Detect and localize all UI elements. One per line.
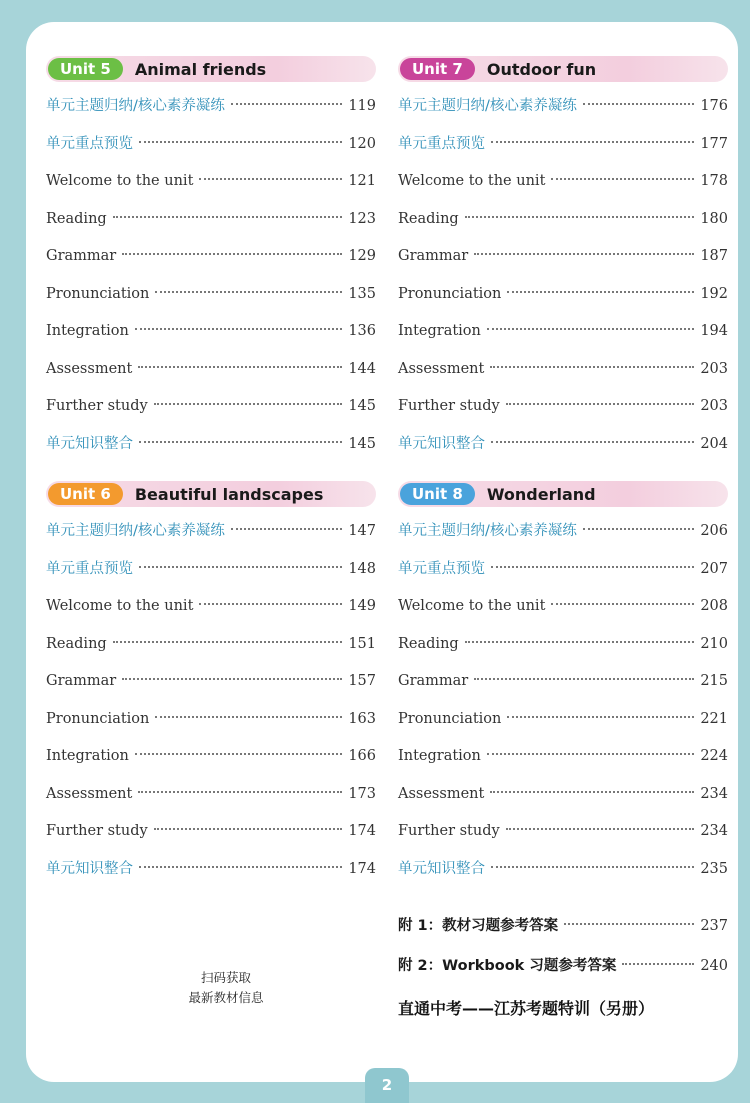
- page-number: 166: [348, 748, 376, 764]
- qr-note-line: 扫码获取: [200, 970, 251, 985]
- unit-section: [46, 481, 376, 906]
- leader-dots: [138, 791, 342, 793]
- leader-dots: [564, 923, 694, 925]
- toc-label: Integration: [46, 323, 129, 339]
- page-number: 176: [700, 98, 728, 114]
- unit-header: [398, 481, 728, 507]
- leader-dots: [551, 603, 694, 605]
- leader-dots: [491, 566, 694, 568]
- toc-label: 单元重点预览: [398, 560, 485, 577]
- toc-row[interactable]: [46, 626, 376, 664]
- page-number: 206: [700, 523, 728, 539]
- page-number: 120: [348, 135, 376, 152]
- toc-row[interactable]: [398, 851, 728, 889]
- page-number: 208: [700, 598, 728, 614]
- toc-row[interactable]: [46, 388, 376, 426]
- page-number: 187: [700, 248, 728, 264]
- toc-label: 单元重点预览: [46, 560, 133, 577]
- leader-dots: [506, 403, 694, 405]
- toc-row[interactable]: [398, 88, 728, 126]
- leader-dots: [491, 141, 694, 143]
- toc-label: 单元主题归纳/核心素养凝练: [46, 98, 225, 114]
- toc-row[interactable]: [46, 813, 376, 851]
- toc-row[interactable]: [46, 851, 376, 889]
- page-number-tab: 2: [365, 1068, 409, 1103]
- unit-badge: Unit 7: [400, 58, 475, 80]
- unit-badge: Unit 5: [48, 58, 123, 80]
- toc-label: 单元主题归纳/核心素养凝练: [398, 98, 577, 114]
- qr-note-line: 最新教材信息: [188, 990, 264, 1005]
- unit-header: [398, 56, 728, 82]
- page-number: 135: [348, 285, 376, 302]
- page-number: 234: [700, 785, 728, 802]
- toc-label: Further study: [46, 823, 148, 839]
- page-number: 151: [348, 635, 376, 652]
- qr-note: [171, 968, 281, 1008]
- unit-section: [398, 56, 728, 481]
- toc-row[interactable]: [398, 513, 728, 551]
- page-number: 148: [348, 560, 376, 577]
- page-number: 221: [700, 710, 728, 727]
- toc-row[interactable]: [398, 701, 728, 739]
- toc-row[interactable]: [398, 351, 728, 389]
- toc-row[interactable]: [398, 776, 728, 814]
- toc-label: 单元知识整合: [398, 435, 485, 452]
- leader-dots: [199, 178, 342, 180]
- toc-row[interactable]: [46, 163, 376, 201]
- leader-dots: [583, 528, 694, 530]
- page-number: 157: [348, 673, 376, 689]
- toc-row[interactable]: [398, 588, 728, 626]
- appendix-row[interactable]: [398, 946, 728, 986]
- toc-label: Pronunciation: [46, 285, 150, 302]
- toc-row[interactable]: [398, 163, 728, 201]
- toc-label: 单元主题归纳/核心素养凝练: [398, 523, 577, 539]
- leader-dots: [155, 716, 342, 718]
- toc-label: Assessment: [398, 360, 485, 377]
- appendix-label: 附 2：Workbook 习题参考答案: [398, 958, 617, 974]
- toc-label: Welcome to the unit: [46, 598, 194, 614]
- toc-label: Grammar: [46, 673, 117, 689]
- toc-row[interactable]: [398, 238, 728, 276]
- appendix-label: 附 1：教材习题参考答案: [398, 918, 559, 934]
- leader-dots: [139, 566, 342, 568]
- supplement-title: 直通中考——江苏考题特训（另册）: [398, 999, 655, 1018]
- appendix-list: [398, 906, 728, 1019]
- unit-title: Animal friends: [134, 59, 267, 79]
- toc-row[interactable]: [398, 276, 728, 314]
- toc-label: Assessment: [46, 360, 133, 377]
- unit-title: Beautiful landscapes: [134, 484, 324, 504]
- leader-dots: [490, 791, 694, 793]
- toc-row[interactable]: [46, 663, 376, 701]
- toc-row[interactable]: [46, 738, 376, 776]
- toc-row[interactable]: [46, 126, 376, 164]
- leader-dots: [506, 828, 694, 830]
- toc-row[interactable]: [398, 426, 728, 464]
- page-number: 173: [348, 785, 376, 802]
- page-number: 192: [700, 285, 728, 302]
- page-number: 178: [700, 173, 728, 189]
- left-column: [46, 56, 376, 906]
- toc-label: Integration: [398, 323, 481, 339]
- page-number: 145: [348, 398, 376, 414]
- leader-dots: [583, 103, 694, 105]
- toc-label: Pronunciation: [46, 710, 150, 727]
- page-number: 174: [348, 860, 376, 877]
- page-number: 237: [700, 918, 728, 934]
- toc-label: Integration: [46, 748, 129, 764]
- leader-dots: [231, 528, 342, 530]
- toc-row[interactable]: [398, 738, 728, 776]
- leader-dots: [139, 441, 342, 443]
- page-number: 129: [348, 248, 376, 264]
- page-number: 149: [348, 598, 376, 614]
- right-column: [398, 56, 728, 1019]
- toc-label: Welcome to the unit: [46, 173, 194, 189]
- page-number: 121: [348, 173, 376, 189]
- leader-dots: [490, 366, 694, 368]
- leader-dots: [154, 403, 342, 405]
- toc-row[interactable]: [398, 626, 728, 664]
- page-number: 147: [348, 523, 376, 539]
- page-number: 174: [348, 823, 376, 839]
- toc-label: 单元知识整合: [46, 435, 133, 452]
- toc-label: Reading: [46, 635, 107, 652]
- page-number: 240: [700, 958, 728, 974]
- toc-label: Assessment: [46, 785, 133, 802]
- toc-label: Reading: [398, 635, 459, 652]
- toc-label: Welcome to the unit: [398, 598, 546, 614]
- page-number: 215: [700, 673, 728, 689]
- toc-row[interactable]: [46, 313, 376, 351]
- toc-row[interactable]: [46, 201, 376, 239]
- leader-dots: [487, 328, 694, 330]
- toc-row[interactable]: [46, 551, 376, 589]
- page-number: 234: [700, 823, 728, 839]
- toc-label: Reading: [46, 210, 107, 227]
- leader-dots: [465, 641, 694, 643]
- toc-label: 单元知识整合: [46, 860, 133, 877]
- page-number: 144: [348, 360, 376, 377]
- page-number: 163: [348, 710, 376, 727]
- leader-dots: [155, 291, 342, 293]
- leader-dots: [113, 641, 342, 643]
- leader-dots: [135, 753, 342, 755]
- leader-dots: [139, 866, 342, 868]
- leader-dots: [622, 963, 694, 965]
- page-number: 203: [700, 398, 728, 414]
- toc-row[interactable]: [46, 588, 376, 626]
- leader-dots: [113, 216, 342, 218]
- leader-dots: [507, 716, 694, 718]
- toc-row[interactable]: [398, 813, 728, 851]
- leader-dots: [551, 178, 694, 180]
- toc-label: 单元知识整合: [398, 860, 485, 877]
- page-number: 136: [348, 323, 376, 339]
- toc-row[interactable]: [46, 701, 376, 739]
- page-number: 204: [700, 435, 728, 452]
- unit-section: [46, 56, 376, 481]
- toc-row[interactable]: [398, 388, 728, 426]
- toc-row[interactable]: [46, 426, 376, 464]
- toc-row[interactable]: [46, 88, 376, 126]
- page-number: 145: [348, 435, 376, 452]
- page-number: 210: [700, 635, 728, 652]
- leader-dots: [138, 366, 342, 368]
- toc-label: Further study: [398, 398, 500, 414]
- toc-row[interactable]: [46, 276, 376, 314]
- toc-label: Pronunciation: [398, 285, 502, 302]
- unit-title: Wonderland: [486, 484, 596, 504]
- leader-dots: [135, 328, 342, 330]
- unit-badge: Unit 8: [400, 483, 475, 505]
- toc-label: Reading: [398, 210, 459, 227]
- page-number: 180: [700, 210, 728, 227]
- unit-header: [46, 481, 376, 507]
- toc-label: Further study: [398, 823, 500, 839]
- toc-row[interactable]: [398, 663, 728, 701]
- leader-dots: [491, 866, 694, 868]
- leader-dots: [487, 753, 694, 755]
- toc-row[interactable]: [398, 551, 728, 589]
- toc-row[interactable]: [398, 201, 728, 239]
- toc-row[interactable]: [46, 513, 376, 551]
- leader-dots: [474, 678, 694, 680]
- page-number: 207: [700, 560, 728, 577]
- page-number: 224: [700, 748, 728, 764]
- toc-row[interactable]: [46, 238, 376, 276]
- toc-label: Grammar: [46, 248, 117, 264]
- page-number: 194: [700, 323, 728, 339]
- toc-label: Integration: [398, 748, 481, 764]
- leader-dots: [474, 253, 694, 255]
- page-number: 123: [348, 210, 376, 227]
- toc-label: Welcome to the unit: [398, 173, 546, 189]
- page-number: 235: [700, 860, 728, 877]
- page-number: 177: [700, 135, 728, 152]
- leader-dots: [507, 291, 694, 293]
- leader-dots: [491, 441, 694, 443]
- leader-dots: [122, 678, 342, 680]
- toc-label: 单元重点预览: [46, 135, 133, 152]
- leader-dots: [231, 103, 342, 105]
- unit-title: Outdoor fun: [486, 59, 597, 79]
- toc-page: [26, 22, 738, 1082]
- leader-dots: [154, 828, 342, 830]
- unit-header: [46, 56, 376, 82]
- leader-dots: [465, 216, 694, 218]
- unit-badge: Unit 6: [48, 483, 123, 505]
- toc-label: Grammar: [398, 248, 469, 264]
- leader-dots: [199, 603, 342, 605]
- toc-row[interactable]: [398, 126, 728, 164]
- toc-label: Assessment: [398, 785, 485, 802]
- toc-label: 单元主题归纳/核心素养凝练: [46, 523, 225, 539]
- leader-dots: [139, 141, 342, 143]
- toc-label: Grammar: [398, 673, 469, 689]
- toc-label: Further study: [46, 398, 148, 414]
- page-number: 119: [348, 98, 376, 114]
- toc-row[interactable]: [46, 776, 376, 814]
- toc-row[interactable]: [398, 313, 728, 351]
- toc-label: 单元重点预览: [398, 135, 485, 152]
- unit-section: [398, 481, 728, 906]
- toc-label: Pronunciation: [398, 710, 502, 727]
- page-number: 203: [700, 360, 728, 377]
- toc-row[interactable]: [46, 351, 376, 389]
- appendix-row[interactable]: [398, 906, 728, 946]
- leader-dots: [122, 253, 342, 255]
